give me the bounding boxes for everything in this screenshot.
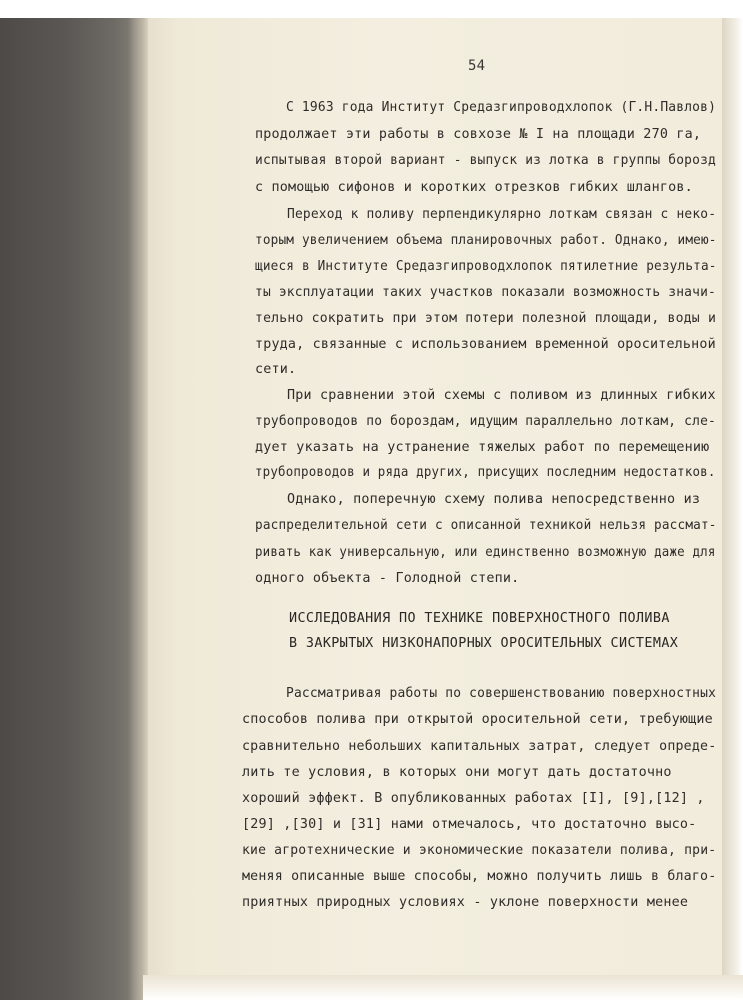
text-line: С 1963 года Институт Средазгипроводхлопок (Г.Н.Павлов) xyxy=(286,100,717,115)
text-line: Рассматривая работы по совершенствованию поверхностных xyxy=(286,686,717,701)
text-line: сравнительно небольших капитальных затрат, следует опреде- xyxy=(242,739,717,754)
text-line: ривать как универсальную, или единственно возможную даже для xyxy=(255,545,716,560)
text-line: распределительной сети с описанной техникой нельзя рассмат- xyxy=(255,518,717,533)
text-line: продолжает эти работы в совхозе № I на площади 270 га, xyxy=(255,127,702,142)
text-line: одного объекта - Голодной степи. xyxy=(255,571,520,586)
text-line: труда, связанные с использованием временной оросительной xyxy=(255,337,716,352)
page-binding-edge xyxy=(128,18,148,1000)
text-line: При сравнении этой схемы с поливом из длинных гибких xyxy=(287,388,716,403)
text-line: хороший эффект. В опубликованных работах [I], [9],[12] , xyxy=(242,791,705,806)
text-line: испытывая второй вариант - выпуск из лотка в группы борозд xyxy=(255,153,716,168)
text-line: торым увеличением объема планировочных работ. Однако, имею- xyxy=(255,233,717,248)
text-line: лить те условия, в которых они могут дать достаточно xyxy=(242,765,672,780)
page-bottom-edge xyxy=(143,975,743,1000)
text-line: приятных природных условиях - уклоне поверхности менее xyxy=(242,895,689,910)
text-line: меняя описанные выше способы, можно получить лишь в благо- xyxy=(242,869,717,884)
text-line: Однако, поперечную схему полива непосредственно из xyxy=(287,492,701,507)
text-line: способов полива при открытой оросительной сети, требующие xyxy=(242,712,713,727)
text-line: трубопроводов по бороздам, идущим параллельно лоткам, сле- xyxy=(255,414,716,429)
text-line: кие агротехнические и экономические показатели полива, при- xyxy=(242,843,717,858)
text-line: щиеся в Институте Средазгипроводхлопок пятилетние результа- xyxy=(255,259,717,274)
text-line: ты эксплуатации таких участков показали возможность значи- xyxy=(255,285,716,300)
text-line: тельно сократить при этом потери полезной площади, воды и xyxy=(255,311,717,326)
text-line: дует указать на устранение тяжелых работ по перемещению xyxy=(255,440,710,455)
text-line: трубопроводов и ряда других, присущих последним недостатков. xyxy=(255,465,716,480)
section-heading: В ЗАКРЫТЫХ НИЗКОНАПОРНЫХ ОРОСИТЕЛЬНЫХ СИСТЕМАХ xyxy=(289,636,679,651)
page-number: 54 xyxy=(468,58,486,74)
text-line: [29] ,[30] и [31] нами отмечалось, что достаточно высо- xyxy=(242,817,697,832)
text-line: с помощью сифонов и коротких отрезков гибких шлангов. xyxy=(255,180,693,195)
text-line: Переход к поливу перпендикулярно лоткам связан с неко- xyxy=(287,207,717,222)
text-line: сети. xyxy=(255,362,297,377)
scan-background-left xyxy=(0,18,143,1000)
section-heading: ИССЛЕДОВАНИЯ ПО ТЕХНИКЕ ПОВЕРХНОСТНОГО ПОЛИВА xyxy=(289,611,670,626)
page-right-edge xyxy=(722,18,743,1000)
